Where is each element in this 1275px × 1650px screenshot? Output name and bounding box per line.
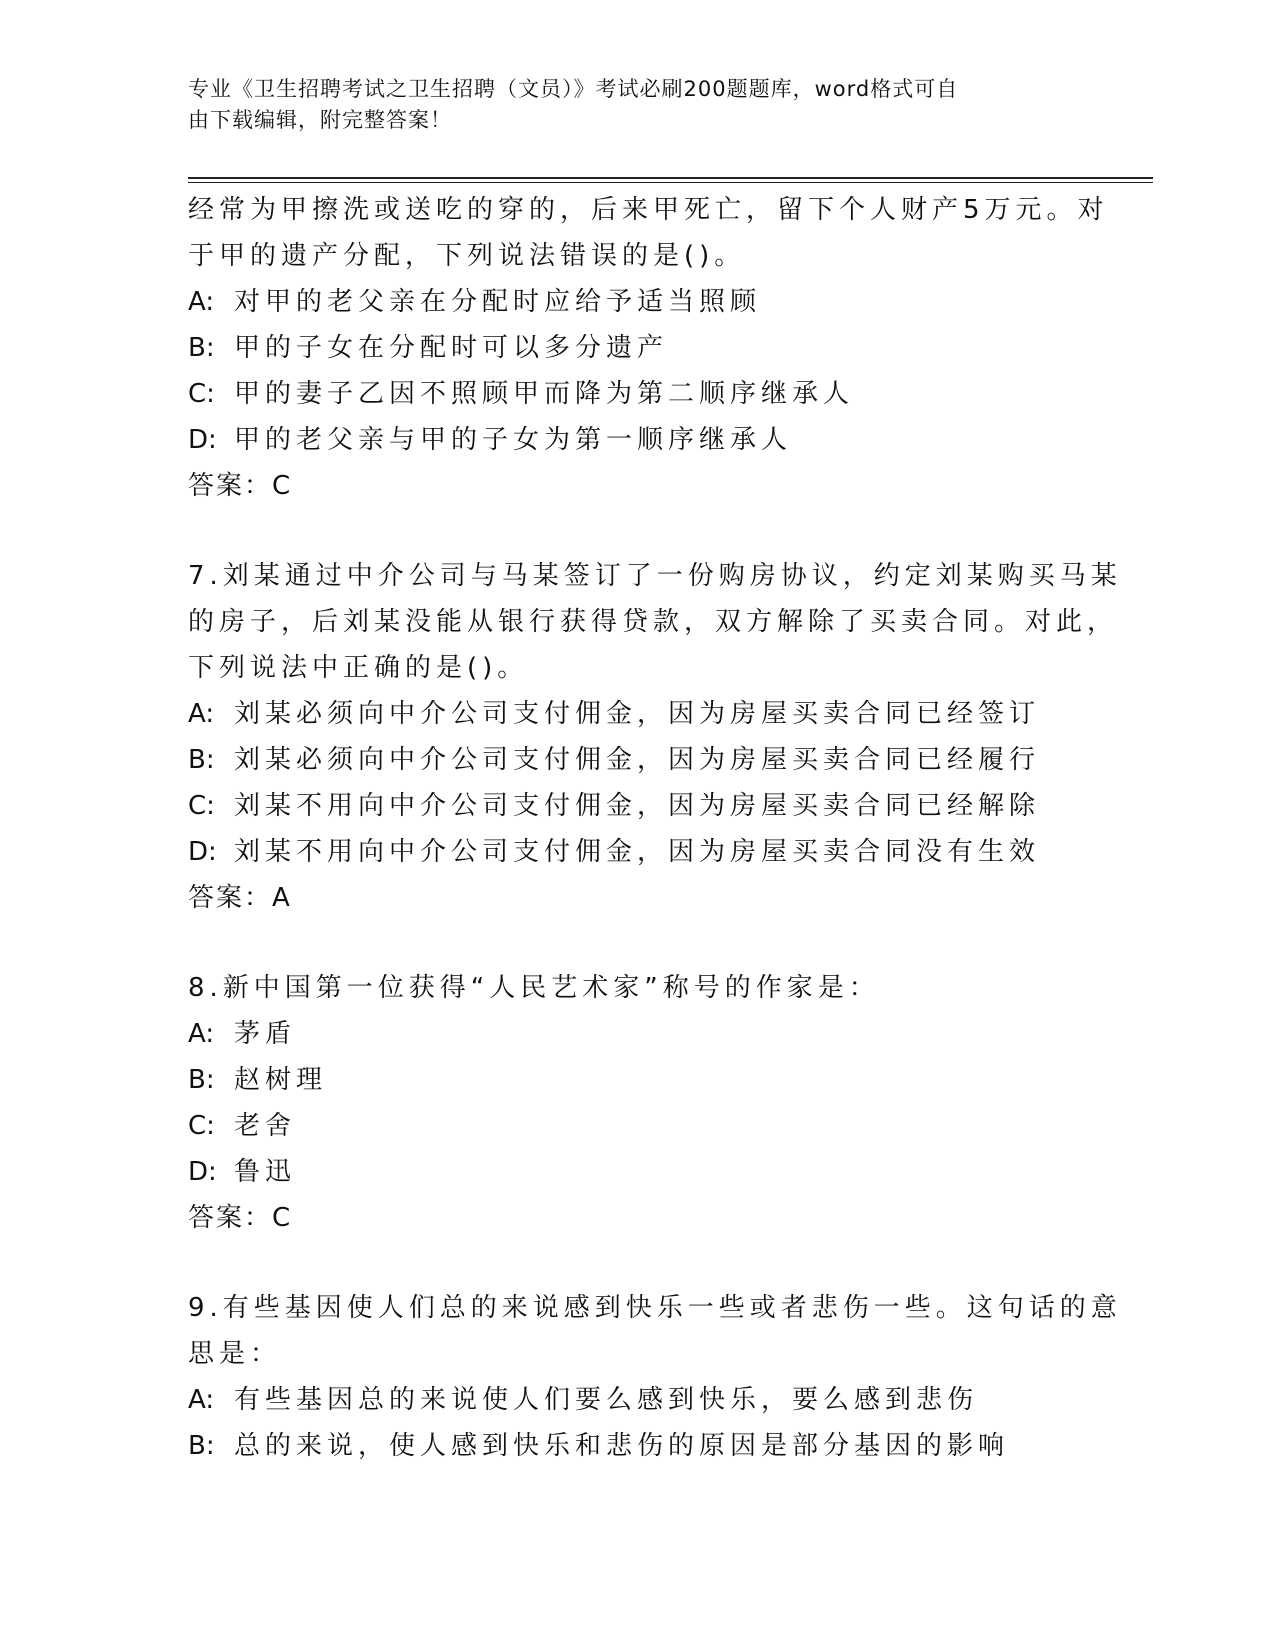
option-a bbox=[188, 1377, 1088, 1423]
option-b bbox=[188, 737, 1088, 783]
option-text: 刘某不用向中介公司支付佣金，因为房屋买卖合同已经解除 bbox=[234, 791, 1041, 821]
header-rule-thick bbox=[188, 177, 1153, 179]
question-list bbox=[188, 187, 1122, 1469]
question-text-line: 8.新中国第一位获得“人民艺术家”称号的作家是： bbox=[188, 973, 880, 1003]
question-8 bbox=[188, 965, 1088, 1241]
question-text-line: 思是： bbox=[188, 1339, 282, 1369]
option-label: B: bbox=[188, 745, 215, 775]
option-c bbox=[188, 1103, 1088, 1149]
option-text: 甲的子女在分配时可以多分遗产 bbox=[234, 333, 669, 363]
option-text: 刘某必须向中介公司支付佣金，因为房屋买卖合同已经履行 bbox=[234, 745, 1041, 775]
option-text: 总的来说，使人感到快乐和悲伤的原因是部分基因的影响 bbox=[234, 1431, 1010, 1461]
answer-line: 答案：C bbox=[188, 471, 293, 501]
question-text-line: 下列说法中正确的是()。 bbox=[188, 653, 529, 683]
option-d bbox=[188, 417, 1088, 463]
option-text: 甲的妻子乙因不照顾甲而降为第二顺序继承人 bbox=[234, 379, 855, 409]
option-b bbox=[188, 1057, 1088, 1103]
option-text: 刘某不用向中介公司支付佣金，因为房屋买卖合同没有生效 bbox=[234, 837, 1041, 867]
option-label: C: bbox=[188, 791, 215, 821]
option-text: 鲁迅 bbox=[234, 1157, 297, 1187]
header-line-2: 由下载编辑，附完整答案！ bbox=[188, 108, 452, 132]
option-text: 赵树理 bbox=[234, 1065, 328, 1095]
option-label: C: bbox=[188, 1111, 215, 1141]
question-text-line: 7.刘某通过中介公司与马某签订了一份购房协议，约定刘某购买马某 bbox=[188, 561, 1122, 591]
option-label: A: bbox=[188, 1385, 215, 1415]
option-label: C: bbox=[188, 379, 215, 409]
document-header bbox=[188, 74, 1068, 136]
option-text: 茅盾 bbox=[234, 1019, 297, 1049]
option-label: D: bbox=[188, 425, 217, 455]
question-text-line: 的房子，后刘某没能从银行获得贷款，双方解除了买卖合同。对此， bbox=[188, 607, 1119, 637]
header-rule-thin bbox=[188, 182, 1153, 183]
option-a bbox=[188, 1011, 1088, 1057]
option-label: A: bbox=[188, 699, 215, 729]
option-label: B: bbox=[188, 1065, 215, 1095]
question-9 bbox=[188, 1285, 1122, 1469]
option-a bbox=[188, 279, 1088, 325]
option-label: D: bbox=[188, 1157, 217, 1187]
option-label: A: bbox=[188, 1019, 215, 1049]
option-label: B: bbox=[188, 1431, 215, 1461]
answer-line: 答案：A bbox=[188, 883, 292, 913]
option-text: 有些基因总的来说使人们要么感到快乐，要么感到悲伤 bbox=[234, 1385, 979, 1415]
question-text-line: 于甲的遗产分配，下列说法错误的是()。 bbox=[188, 241, 746, 271]
header-line-1: 专业《卫生招聘考试之卫生招聘（文员）》考试必刷200题题库，word格式可自 bbox=[188, 77, 959, 101]
option-b bbox=[188, 1423, 1088, 1469]
question-text-line: 9.有些基因使人们总的来说感到快乐一些或者悲伤一些。这句话的意 bbox=[188, 1293, 1122, 1323]
option-d bbox=[188, 829, 1088, 875]
question-text-line: 经常为甲擦洗或送吃的穿的，后来甲死亡，留下个人财产5万元。对 bbox=[188, 195, 1109, 225]
option-c bbox=[188, 371, 1088, 417]
option-text: 刘某必须向中介公司支付佣金，因为房屋买卖合同已经签订 bbox=[234, 699, 1041, 729]
option-label: D: bbox=[188, 837, 217, 867]
option-b bbox=[188, 325, 1088, 371]
option-c bbox=[188, 783, 1088, 829]
option-text: 老舍 bbox=[234, 1111, 297, 1141]
answer-line: 答案：C bbox=[188, 1203, 293, 1233]
option-d bbox=[188, 1149, 1088, 1195]
question-6 bbox=[188, 187, 1109, 509]
option-text: 甲的老父亲与甲的子女为第一顺序继承人 bbox=[234, 425, 793, 455]
question-7 bbox=[188, 553, 1122, 921]
option-label: A: bbox=[188, 287, 215, 317]
option-label: B: bbox=[188, 333, 215, 363]
option-text: 对甲的老父亲在分配时应给予适当照顾 bbox=[234, 287, 762, 317]
option-a bbox=[188, 691, 1088, 737]
